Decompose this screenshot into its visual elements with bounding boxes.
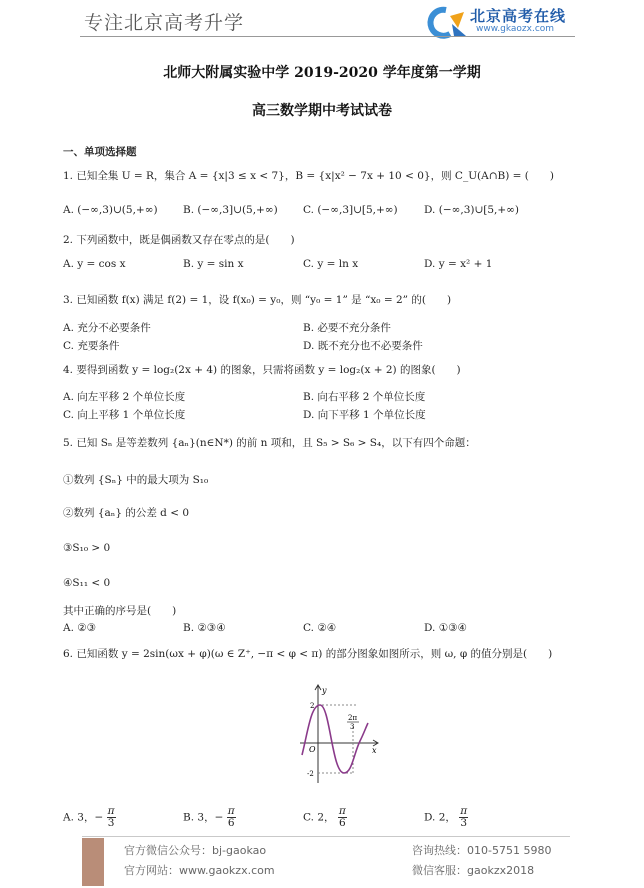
q1-option-d: D. (−∞,3)∪[5,+∞) (424, 204, 520, 216)
footer-hotline: 咨询热线：010-5751 5980 (412, 844, 552, 857)
footer-wechat: 官方微信公众号：bj-gaokao (124, 844, 267, 857)
logo-icon (424, 6, 470, 40)
q6-option-d: D. 2， $\frac{\pi}{3}$ (424, 805, 468, 830)
q5-option-d: D. ①③④ (424, 622, 467, 634)
q5-option-c: C. ②④ (303, 622, 337, 634)
y-label: y (322, 686, 327, 695)
header-divider (80, 36, 575, 37)
q1-stem: 1. 已知全集 U = R，集合 A = {x|3 ≤ x < 7}，B = {x|x² − 7x + 10 < 0}，则 C_U(A∩B) = ( ) (63, 170, 554, 182)
q5-proposition-3: ③S₁₀ > 0 (63, 542, 111, 554)
section-heading: 一、单项选择题 (63, 146, 137, 158)
footer-website: 官方网站：www.gaokzx.com (124, 864, 275, 877)
q4-option-b: B. 向右平移 2 个单位长度 (303, 391, 426, 403)
q5-option-b: B. ②③④ (183, 622, 226, 634)
exam-title: 北师大附属实验中学 2019-2020 学年度第一学期 (163, 65, 481, 81)
q4-option-c: C. 向上平移 1 个单位长度 (63, 409, 186, 421)
q6-option-b: B. 3，− $\frac{\pi}{6}$ (183, 805, 235, 830)
exam-subtitle: 高三数学期中考试试卷 (252, 103, 392, 119)
q4-stem: 4. 要得到函数 y = log₂(2x + 4) 的图象，只需将函数 y = log₂(x + 2) 的图象( ) (63, 364, 461, 376)
q6-a-fraction: $\frac{\pi}{3}$ (107, 805, 115, 830)
q5-stem: 5. 已知 Sₙ 是等差数列 {aₙ}(n∈N*) 的前 n 项和，且 S₅ > S₆ > S₄，以下有四个命题： (63, 437, 476, 449)
q6-option-c: C. 2， $\frac{\pi}{6}$ (303, 805, 346, 830)
q1-option-a: A. (−∞,3)∪(5,+∞) (63, 204, 158, 216)
footer-service: 微信客服：gaokzx2018 (412, 864, 535, 877)
q2-option-d: D. y = x² + 1 (424, 258, 493, 270)
q3-option-b: B. 必要不充分条件 (303, 322, 391, 334)
q6-d-fraction: $\frac{\pi}{3}$ (460, 805, 468, 830)
q5-option-a: A. ②③ (63, 622, 97, 634)
q5-proposition-4: ④S₁₁ < 0 (63, 577, 111, 589)
q5-proposition-1: ①数列 {Sₙ} 中的最大项为 S₁₀ (63, 474, 209, 486)
q3-stem: 3. 已知函数 f(x) 满足 f(2) = 1，设 f(x₀) = y₀，则 “y₀ = 1” 是 “x₀ = 2” 的( ) (63, 294, 452, 306)
q3-option-d: D. 既不充分也不必要条件 (303, 340, 423, 352)
logo-url: www.gkaozx.com (476, 24, 555, 34)
q6-b-fraction: $\frac{\pi}{6}$ (227, 805, 235, 830)
q1-option-c: C. (−∞,3]∪[5,+∞) (303, 204, 398, 216)
tick-denominator: 3 (350, 723, 355, 731)
q2-stem: 2. 下列函数中，既是偶函数又存在零点的是( ) (63, 234, 295, 246)
q4-option-d: D. 向下平移 1 个单位长度 (303, 409, 426, 421)
q4-option-a: A. 向左平移 2 个单位长度 (63, 391, 186, 403)
logo-name: 北京高考在线 (470, 7, 567, 25)
q3-option-c: C. 充要条件 (63, 340, 120, 352)
q6-stem: 6. 已知函数 y = 2sin(ωx + φ)(ω ∈ Z⁺, −π < φ < π) 的部分图象如图所示，则 ω, φ 的值分别是( ) (63, 648, 553, 660)
sine-curve (302, 705, 368, 773)
header-slogan: 专注北京高考升学 (84, 12, 245, 34)
q2-option-c: C. y = ln x (303, 258, 359, 270)
max-label: 2 (310, 702, 315, 710)
q3-option-a: A. 充分不必要条件 (63, 322, 151, 334)
q1-option-b: B. (−∞,3]∪(5,+∞) (183, 204, 278, 216)
q2-option-b: B. y = sin x (183, 258, 244, 270)
footer-divider (82, 836, 570, 837)
q5-proposition-2: ②数列 {aₙ} 的公差 d < 0 (63, 507, 190, 519)
q6-option-a: A. 3，− $\frac{\pi}{3}$ (63, 805, 115, 830)
min-label: -2 (307, 770, 314, 778)
q5-question: 其中正确的序号是( ) (63, 605, 177, 617)
footer-accent-bar (82, 838, 104, 886)
q2-option-a: A. y = cos x (63, 258, 126, 270)
origin-label: O (309, 745, 316, 754)
q6-sine-graph (298, 683, 384, 783)
q6-c-fraction: $\frac{\pi}{6}$ (338, 805, 346, 830)
tick-numerator: 2π (348, 714, 358, 722)
x-label: x (372, 746, 377, 755)
